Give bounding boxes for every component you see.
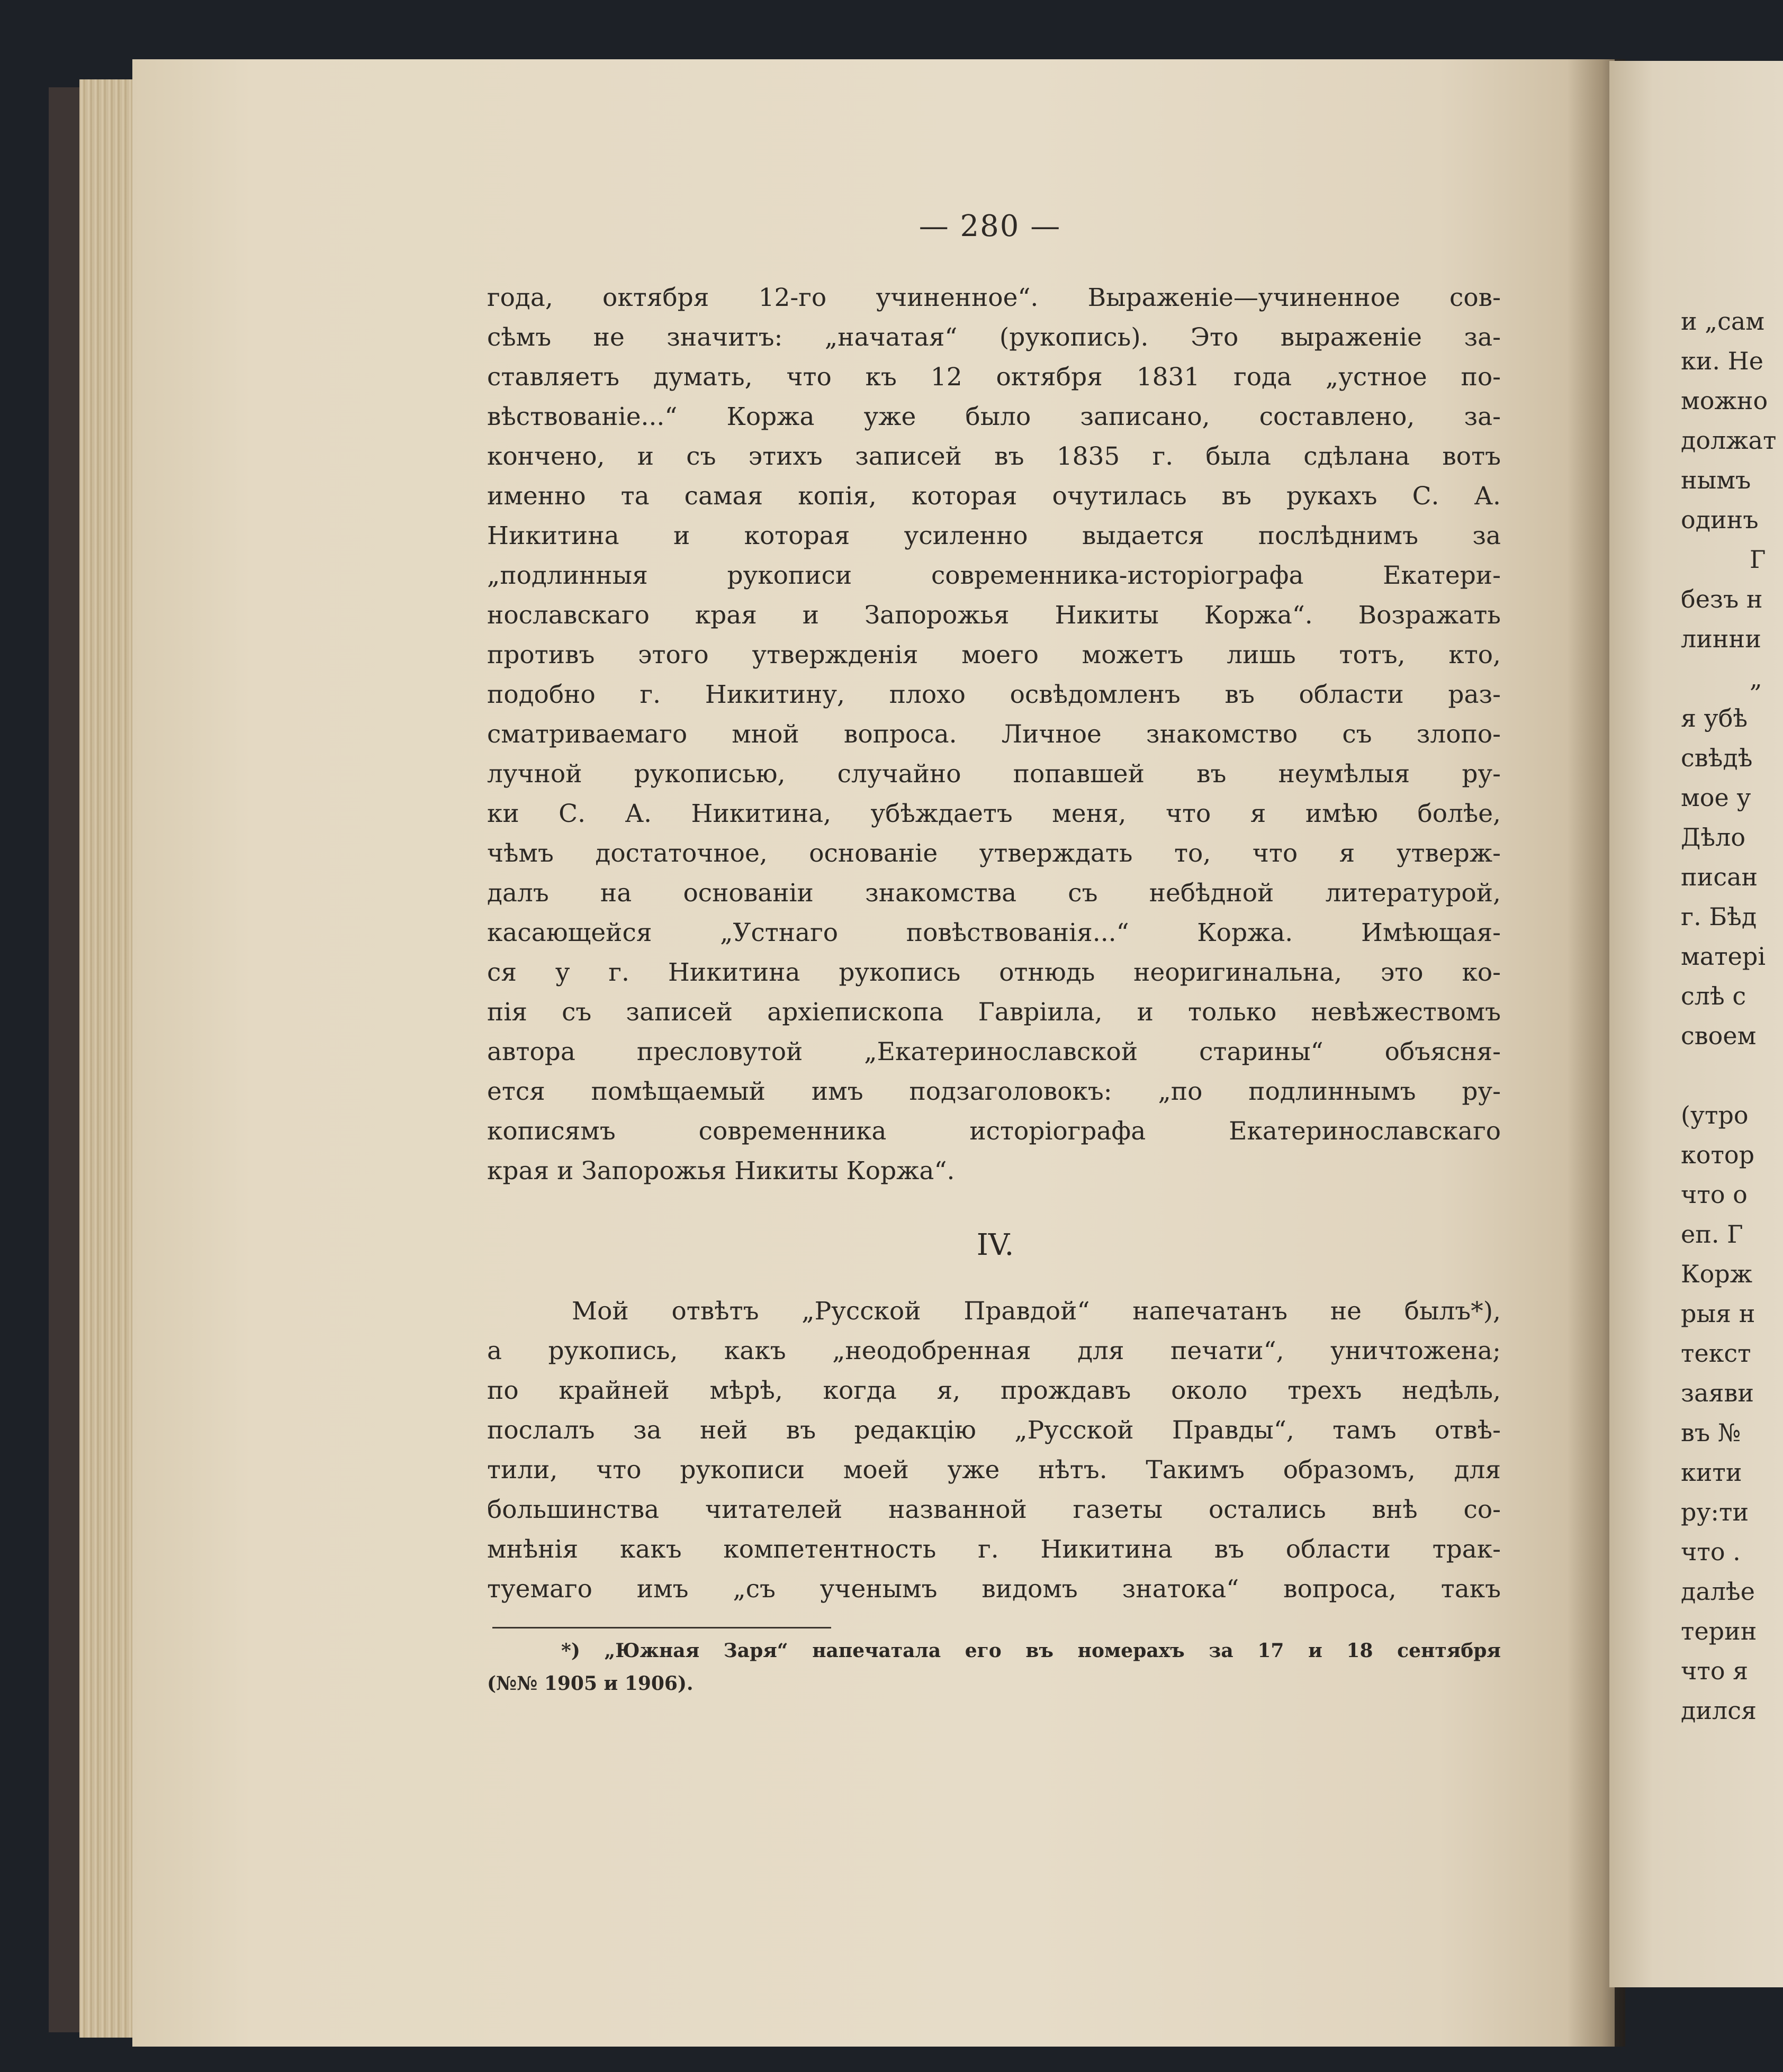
right-text-line: линни: [1681, 625, 1761, 653]
right-text-line: ру:ти: [1681, 1498, 1749, 1526]
footnote-divider: [492, 1627, 831, 1628]
right-text-line: писан: [1681, 863, 1758, 891]
text-line: „подлинныя рукописи современника-исторіографа Екатери-: [487, 561, 1501, 590]
footnote-line: (№№ 1905 и 1906).: [487, 1672, 694, 1695]
right-text-line: что о: [1681, 1180, 1748, 1209]
text-line: ки С. А. Никитина, убѣждаетъ меня, что я имѣю болѣе,: [487, 799, 1501, 828]
right-text-line: должат: [1681, 426, 1777, 455]
text-line: кончено, и съ этихъ записей въ 1835 г. была сдѣлана вотъ: [487, 442, 1501, 471]
right-text-line: г. Бѣд: [1681, 902, 1757, 931]
right-text-line: слѣ с: [1681, 982, 1746, 1010]
footnote-line: *) „Южная Заря“ напечатала его въ номерахъ за 17 и 18 сентября: [561, 1640, 1501, 1662]
text-line: нославскаго края и Запорожья Никиты Коржа“. Возражать: [487, 601, 1501, 630]
text-line: ся у г. Никитина рукопись отнюдь неоригинальна, это ко-: [487, 958, 1501, 987]
text-line: подобно г. Никитину, плохо освѣдомленъ въ области раз-: [487, 680, 1501, 709]
right-text-line: я убѣ: [1681, 704, 1748, 732]
text-part-2: [487, 1291, 1501, 1609]
text-part-1: [487, 278, 1501, 1191]
text-line: туемаго имъ „съ ученымъ видомъ знатока“ вопроса, такъ: [487, 1575, 1501, 1604]
right-text-line: своем: [1681, 1021, 1757, 1050]
text-line: ставляетъ думать, что къ 12 октября 1831 года „устное по-: [487, 363, 1501, 392]
right-text-line: ки. Не: [1681, 347, 1763, 375]
text-line: Мой отвѣтъ „Русской Правдой“ напечатанъ не былъ*),: [572, 1297, 1501, 1326]
right-text-line: что я: [1681, 1657, 1749, 1685]
right-text-line: дился: [1681, 1696, 1757, 1725]
right-text-line: далѣе: [1681, 1577, 1755, 1606]
text-line: тили, что рукописи моей уже нѣтъ. Такимъ образомъ, для: [487, 1455, 1501, 1485]
right-text-line: въ №: [1681, 1418, 1741, 1447]
right-text-line: можно: [1681, 386, 1768, 415]
text-line: большинства читателей названной газеты остались внѣ со-: [487, 1495, 1501, 1524]
right-text-line: что .: [1681, 1537, 1741, 1566]
text-line: касающейся „Устнаго повѣствованія...“ Коржа. Имѣющая-: [487, 918, 1501, 947]
right-text-line: безъ н: [1681, 585, 1763, 613]
right-text-line: Г: [1750, 545, 1766, 574]
right-text-line: рыя н: [1681, 1299, 1755, 1328]
text-line: Никитина и которая усиленно выдается послѣднимъ за: [487, 521, 1501, 550]
text-line: противъ этого утвержденія моего можетъ лишь тотъ, кто,: [487, 640, 1501, 669]
right-text-line: котор: [1681, 1141, 1755, 1169]
text-line: далъ на основаніи знакомства съ небѣдной литературой,: [487, 879, 1501, 908]
right-text-line: текст: [1681, 1339, 1751, 1368]
right-text-line: Корж: [1681, 1260, 1753, 1288]
right-text-line: терин: [1681, 1617, 1757, 1645]
text-line: пія съ записей архіепископа Гавріила, и только невѣжествомъ: [487, 998, 1501, 1027]
text-line: мнѣнія какъ компетентность г. Никитина въ области трак-: [487, 1535, 1501, 1564]
right-text-line: нымъ: [1681, 466, 1751, 494]
right-text-line: свѣдѣ: [1681, 744, 1753, 772]
text-line: послалъ за ней въ редакцію „Русской Правды“, тамъ отвѣ-: [487, 1416, 1501, 1445]
text-line: сматриваемаго мной вопроса. Личное знакомство съ злопо-: [487, 720, 1501, 749]
right-text-line: кити: [1681, 1458, 1742, 1487]
right-text-line: заяви: [1681, 1379, 1754, 1407]
section-heading: IV.: [976, 1228, 1014, 1262]
text-line: края и Запорожья Никиты Коржа“.: [487, 1156, 955, 1186]
right-page: [1609, 61, 1783, 1987]
text-line: лучной рукописью, случайно попавшей въ неумѣлыя ру-: [487, 759, 1501, 789]
right-text-line: [1681, 1056, 1783, 1096]
right-text-line: Дѣло: [1681, 823, 1746, 852]
text-line: ется помѣщаемый имъ подзаголовокъ: „по подлиннымъ ру-: [487, 1077, 1501, 1106]
text-line: вѣствованіе...“ Коржа уже было записано, составлено, за-: [487, 402, 1501, 431]
right-text-line: одинъ: [1681, 505, 1759, 534]
page-number: — 280 —: [918, 209, 1061, 243]
right-text-line: мое у: [1681, 783, 1751, 812]
right-page-text: [1681, 302, 1783, 1731]
right-text-line: еп. Г: [1681, 1220, 1743, 1248]
footnote: [487, 1634, 1501, 1700]
text-line: сѣмъ не значитъ: „начатая“ (рукопись). Это выраженіе за-: [487, 323, 1501, 352]
right-text-line: (утро: [1681, 1101, 1749, 1129]
text-line: по крайней мѣрѣ, когда я, прождавъ около трехъ недѣль,: [487, 1376, 1501, 1405]
text-line: года, октября 12-го учиненное“. Выраженіе—учиненное сов-: [487, 283, 1501, 312]
text-line: а рукопись, какъ „неодобренная для печати“, уничтожена;: [487, 1336, 1501, 1365]
right-text-line: матерi: [1681, 942, 1766, 971]
text-line: кописямъ современника исторіографа Екатеринославскаго: [487, 1117, 1501, 1146]
text-line: чѣмъ достаточное, основаніе утверждать то, что я утверж-: [487, 839, 1501, 868]
right-text-line: „: [1750, 664, 1762, 693]
text-line: автора пресловутой „Екатеринославской старины“ объясня-: [487, 1037, 1501, 1066]
right-text-line: и „сам: [1681, 307, 1765, 336]
text-line: именно та самая копія, которая очутилась въ рукахъ С. А.: [487, 482, 1501, 511]
